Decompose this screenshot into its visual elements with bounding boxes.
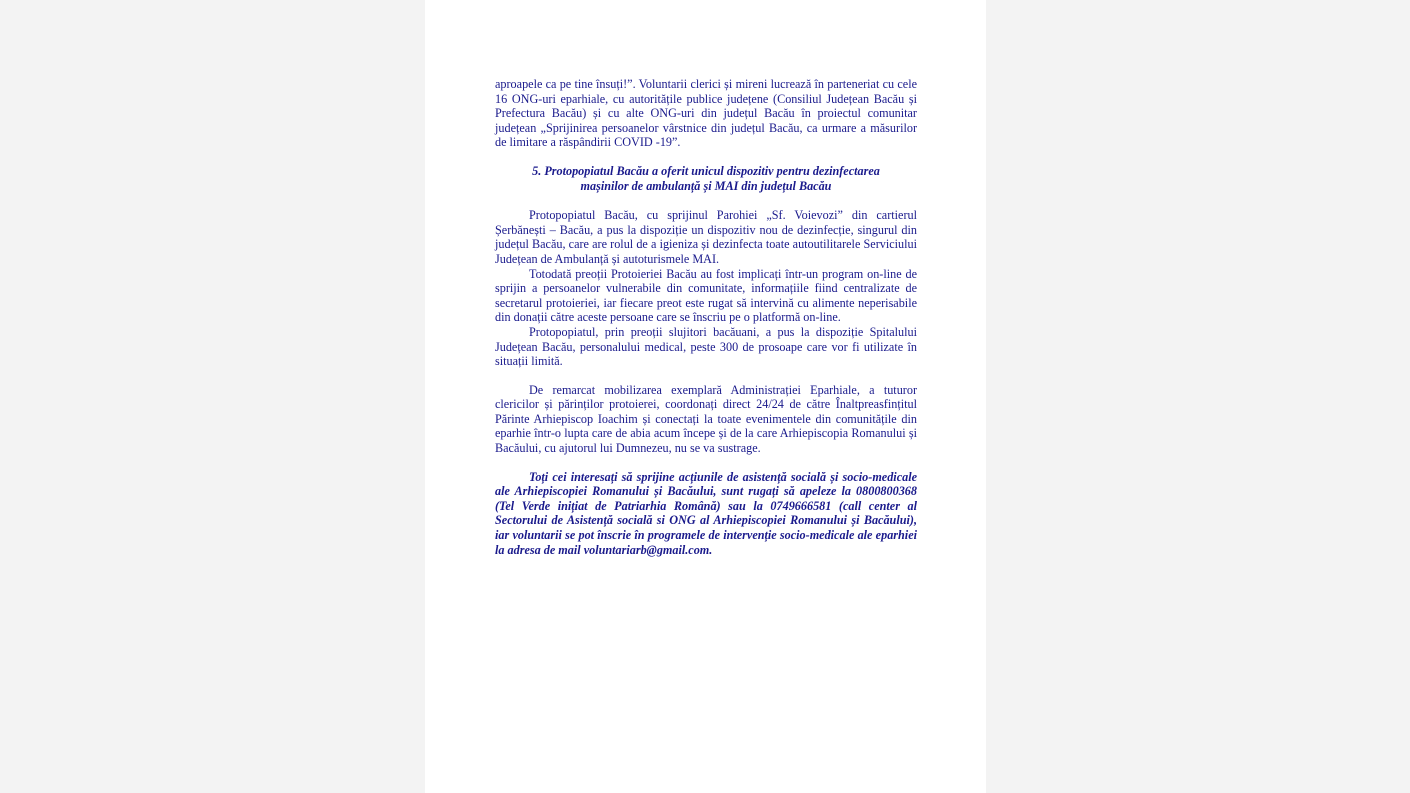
paragraph-volunteers-partnership: aproapele ca pe tine însuți!”. Voluntarii clerici și mireni lucrează în parteneriat cu cele 16 ONG-uri eparhiale, cu autoritățile publice județene (Consiliul Județean Bacău și Prefectura Bacău) și cu alte ONG-uri din județul Bacău în proiectul comunitar județean „Sprijinirea persoanelor vârstnice din județul Bacău, ca urmare a măsurilor de limitare a răspândirii COVID -19”.	[495, 77, 917, 150]
paragraph-mobilization: De remarcat mobilizarea exemplară Administrației Eparhiale, a tuturor clericilor și părinților protoierei, coordonați direct 24/24 de către Înaltpreasfințitul Părinte Arhiepiscop Ioachim și conectați la toate evenimentele din comunitățile din eparhie într-o lupta care de abia acum începe și de la care Arhiepiscopia Romanului și Bacăului, cu ajutorul lui Dumnezeu, nu se va sustrage.	[495, 382, 917, 456]
document-page	[425, 0, 986, 793]
page-text-column	[495, 77, 917, 557]
paragraph-online-program: Totodată preoții Protoieriei Bacău au fost implicați într-un program on-line de sprijin a persoanelor vulnerabile din comunitate, informațiile fiind centralizate de secretarul protoieriei, iar fiecare preot este rugat să intervină cu alimente neperisabile din donații către aceste persoane care se înscriu pe o platformă on-line.	[495, 266, 917, 325]
paragraph-towels-donation: Protopopiatul, prin preoții slujitori bacăuani, a pus la dispoziție Spitalului Județean Bacău, personalului medical, peste 300 de prosoape care vor fi utilizate în situații limită.	[495, 324, 917, 369]
section-heading-5: 5. Protopopiatul Bacău a oferit unicul dispozitiv pentru dezinfectarea mașinilor de ambulanță și MAI din județul Bacău	[532, 163, 880, 193]
paragraph-disinfection-device: Protopopiatul Bacău, cu sprijinul Parohiei „Sf. Voievozi” din cartierul Șerbănești – Bacău, a pus la dispoziție un dispozitiv nou de dezinfecție, singurul din județul Bacău, care are rolul de a igieniza și dezinfecta toate autoutilitarele Serviciului Județean de Ambulanță și autoturismele MAI.	[495, 208, 917, 266]
paragraph-contact-info: Toți cei interesați să sprijine acțiunile de asistență socială și socio-medicale ale Arhiepiscopiei Romanului și Bacăului, sunt rugați să apeleze la 0800800368 (Tel Verde inițiat de Patriarhia Română) sau la 0749666581 (call center al Sectorului de Asistență socială si ONG al Arhiepiscopiei Romanului și Bacăului), iar voluntarii se pot înscrie în programele de intervenție socio-medicale ale eparhiei la adresa de mail voluntariarb@gmail.com.	[495, 469, 917, 557]
